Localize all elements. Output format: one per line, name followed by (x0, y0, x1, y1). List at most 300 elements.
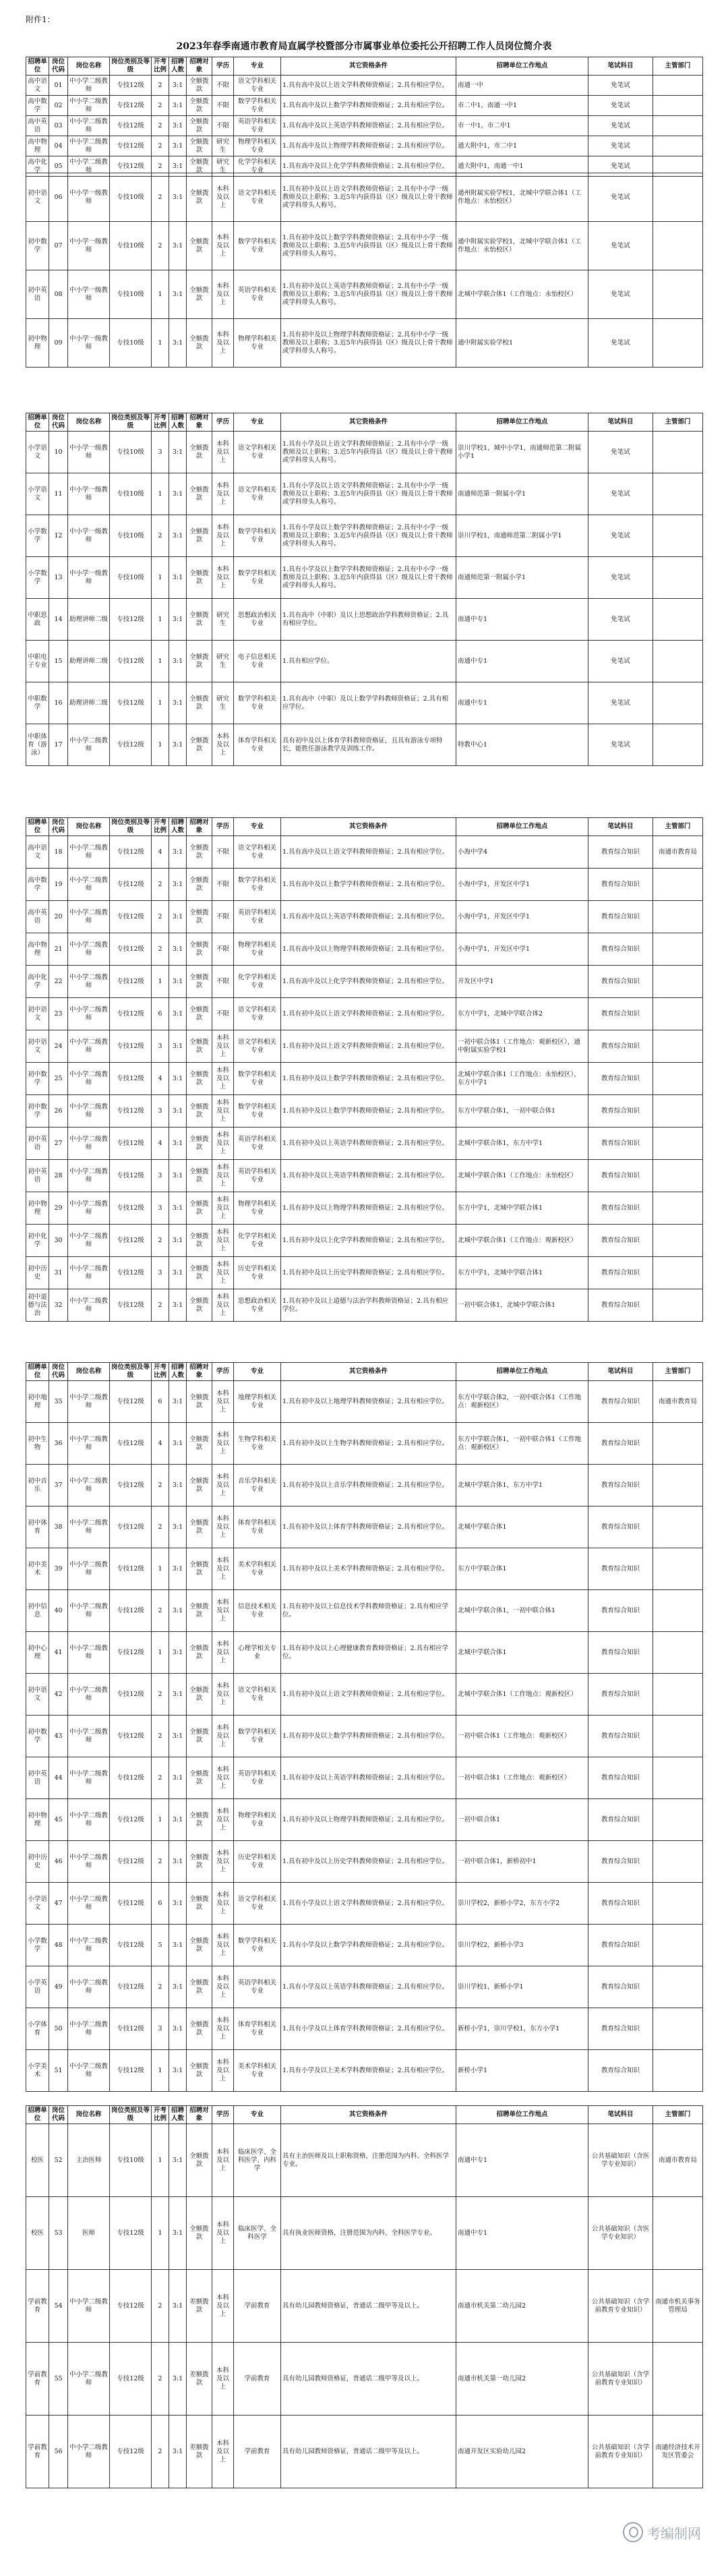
table-cell: 1.具有初中及以上道德与法治学科教师资格证；2.具有相应学位。 (281, 1289, 456, 1322)
column-header: 专业 (234, 413, 281, 432)
table-cell: 25 (49, 1063, 68, 1095)
table-cell: 2 (152, 1757, 169, 1799)
table-cell: 3:1 (169, 1381, 187, 1423)
table-cell: 初中历史 (26, 1841, 49, 1883)
table-cell (653, 2343, 703, 2416)
watermark-logo-icon (623, 2522, 643, 2542)
table-cell: 1 (152, 319, 169, 368)
column-header: 笔试科目 (588, 818, 653, 836)
table-cell: 中小学二级教师 (68, 2270, 110, 2343)
table-cell: 英语学科相关专业 (234, 1160, 281, 1192)
table-cell (653, 432, 703, 473)
table-cell: 2 (152, 222, 169, 270)
table-cell: 3:1 (169, 136, 187, 156)
table-cell: 初中物理 (26, 319, 49, 368)
table-cell: 电子信息相关专业 (234, 641, 281, 682)
column-header: 岗位代码 (49, 413, 68, 432)
table-cell: 3:1 (169, 1841, 187, 1883)
table-cell: 2 (152, 96, 169, 116)
column-header: 招聘对象 (187, 818, 212, 836)
table-cell: 中小学一级教师 (68, 319, 110, 368)
table-cell: 研究生 (212, 599, 234, 641)
table-cell: 专技12级 (110, 1841, 152, 1883)
table-cell: 1 (152, 966, 169, 998)
table-cell: 教育综合知识 (588, 1289, 653, 1322)
document-title: 2023年春季南通市教育局直属学校暨部分市属事业单位委托公开招聘工作人员岗位简介表 (176, 41, 552, 52)
table-row (26, 1095, 703, 1128)
table-cell: 小海中学1，开发区中学1 (456, 869, 588, 901)
table-cell: 本科及以上 (212, 557, 234, 599)
table-cell: 初中体育 (26, 1506, 49, 1548)
table-row (26, 116, 703, 136)
table-cell: 学前教育 (26, 2416, 49, 2488)
table-cell: 1.具有高中（中职）及以上数学学科教师资格证；2.具有相应学位。 (281, 682, 456, 724)
table-cell: 南通中专1 (456, 2197, 588, 2270)
table-cell: 教育综合知识 (588, 1225, 653, 1257)
table-cell (653, 1192, 703, 1225)
table-row (26, 1381, 703, 1423)
table-cell: 东方中学联合体1 (456, 1548, 588, 1590)
column-header: 招聘单位工作地点 (456, 2106, 588, 2124)
table-cell: 教育综合知识 (588, 1030, 653, 1063)
table-cell: 1.具有高中及以上英语学科教师资格证；2.具有相应学位。 (281, 901, 456, 933)
table-cell: 本科及以上 (212, 473, 234, 515)
table-cell: 1.具有高中及以上物理学科教师资格证；2.具有相应学位。 (281, 933, 456, 966)
table-cell: 中小学二级教师 (68, 1674, 110, 1716)
table-row (26, 1423, 703, 1465)
table-cell: 初中数学 (26, 1095, 49, 1128)
table-row (26, 724, 703, 766)
table-cell: 中小学二级教师 (68, 1192, 110, 1225)
table-row (26, 1548, 703, 1590)
table-cell: 一初中联合体1 (456, 1799, 588, 1841)
table-cell: 数学学科相关专业 (234, 1716, 281, 1757)
table-cell: 小学语文 (26, 432, 49, 473)
table-cell: 初中语文 (26, 1030, 49, 1063)
table-cell: 全额拨款 (187, 641, 212, 682)
column-header: 学历 (212, 413, 234, 432)
table-row (26, 966, 703, 998)
table-cell: 高中数学 (26, 96, 49, 116)
table-cell: 本科及以上 (212, 1160, 234, 1192)
table-cell: 中小学二级教师 (68, 1799, 110, 1841)
table-cell: 1.具有初中及以上地理学科教师资格证；2.具有相应学位。 (281, 1381, 456, 1423)
table-cell: 免笔试 (588, 116, 653, 136)
table-cell: 中小学二级教师 (68, 1716, 110, 1757)
table-cell: 体育学科相关专业 (234, 1506, 281, 1548)
table-cell: 南通师范第一附属小学1 (456, 557, 588, 599)
table-cell: 全额拨款 (187, 76, 212, 96)
table-cell: 全额拨款 (187, 998, 212, 1030)
table-cell: 南通师范第一附属小学1 (456, 473, 588, 515)
table-cell: 专技10级 (110, 2124, 152, 2197)
table-cell: 全额拨款 (187, 156, 212, 177)
table-cell: 一初中联合体1（工作地点：观新校区），通中附属实验学校1 (456, 1030, 588, 1063)
table-cell: 全额拨款 (187, 432, 212, 473)
table-cell: 中小学二级教师 (68, 116, 110, 136)
table-cell: 不限 (212, 96, 234, 116)
table-cell: 本科及以上 (212, 1423, 234, 1465)
table-cell: 1.具有初中及以上心理健康教育教师资格证；2.具有相应学位。 (281, 1632, 456, 1674)
table-row (26, 136, 703, 156)
table-row (26, 1632, 703, 1674)
table-cell: 3:1 (169, 901, 187, 933)
table-cell: 本科及以上 (212, 1506, 234, 1548)
table-cell: 通州附属实验学校1，北城中学联合体1（工作地点：永怡校区） (456, 173, 588, 222)
table-cell: 3:1 (169, 2050, 187, 2092)
table-cell: 21 (49, 933, 68, 966)
table-cell: 教育综合知识 (588, 1757, 653, 1799)
table-row (26, 96, 703, 116)
table-cell: 语文学科相关专业 (234, 1883, 281, 1925)
table-cell: 化学学科相关专业 (234, 966, 281, 998)
table-cell: 中小学二级教师 (68, 2050, 110, 2092)
table-cell: 不限 (212, 76, 234, 96)
table-cell: 语文学科相关专业 (234, 473, 281, 515)
table-cell: 化学学科相关专业 (234, 156, 281, 177)
table-cell: 研究生 (212, 156, 234, 177)
table-cell: 1.具有初中及以上数学学科教师资格证；2.具有相应学位。 (281, 1095, 456, 1128)
table-cell: 50 (49, 2008, 68, 2050)
table-cell: 4 (152, 1063, 169, 1095)
table-cell: 南通中专1 (456, 641, 588, 682)
table-cell: 免笔试 (588, 96, 653, 116)
table-cell: 免笔试 (588, 515, 653, 557)
table-cell: 3:1 (169, 998, 187, 1030)
table-cell: 2 (152, 76, 169, 96)
table-cell: 全额拨款 (187, 1925, 212, 1966)
column-header: 专业 (234, 818, 281, 836)
table-cell: 16 (49, 682, 68, 724)
table-cell: 专技12级 (110, 1257, 152, 1289)
table-cell: 北城中学联合体1，东方中学1 (456, 1128, 588, 1160)
table-cell: 6 (152, 998, 169, 1030)
table-row (26, 319, 703, 368)
table-cell: 新桥小学1 (456, 2050, 588, 2092)
table-cell: 全额拨款 (187, 599, 212, 641)
table-cell: 本科及以上 (212, 1716, 234, 1757)
table-cell: 免笔试 (588, 682, 653, 724)
table-cell: 35 (49, 1381, 68, 1423)
table-cell: 本科及以上 (212, 1257, 234, 1289)
table-cell: 55 (49, 2343, 68, 2416)
table-cell: 全额拨款 (187, 2050, 212, 2092)
table-cell: 49 (49, 1966, 68, 2008)
table-cell: 全额拨款 (187, 1128, 212, 1160)
attachment-label: 附件1： (26, 15, 55, 24)
header-row (26, 818, 703, 836)
table-cell: 全额拨款 (187, 1632, 212, 1674)
table-cell: 全额拨款 (187, 1063, 212, 1095)
table-cell: 52 (49, 2124, 68, 2197)
table-cell: 专技12级 (110, 682, 152, 724)
table-cell: 助理讲师二级 (68, 682, 110, 724)
table-cell: 语文学科相关专业 (234, 1030, 281, 1063)
table-cell: 1 (152, 2124, 169, 2197)
table-cell: 1.具有初中及以上生物学科教师资格证；2.具有相应学位。 (281, 1423, 456, 1465)
table-cell: 39 (49, 1548, 68, 1590)
table-cell: 中小学一级教师 (68, 473, 110, 515)
column-header: 主管部门 (653, 818, 703, 836)
table-cell: 北城中学联合体1（工作地点：观新校区） (456, 1225, 588, 1257)
table-cell: 初中英语 (26, 270, 49, 319)
table-cell: 学前教育 (26, 2270, 49, 2343)
table-cell: 教育综合知识 (588, 1423, 653, 1465)
table-cell: 本科及以上 (212, 1757, 234, 1799)
column-header: 招聘对象 (187, 1363, 212, 1381)
table-cell: 具有幼儿园教师资格证，普通话二级甲等及以上。 (281, 2416, 456, 2488)
table-cell: 南通市教育局 (653, 2124, 703, 2197)
table-cell: 专技12级 (110, 2343, 152, 2416)
table-cell: 物理学科相关专业 (234, 319, 281, 368)
table-cell: 本科及以上 (212, 2416, 234, 2488)
table-cell: 3:1 (169, 1757, 187, 1799)
table-cell: 东方中学1，北城中学联合体1 (456, 1257, 588, 1289)
table-cell: 教育综合知识 (588, 966, 653, 998)
table-cell: 全额拨款 (187, 515, 212, 557)
table-cell: 2 (152, 2343, 169, 2416)
table-cell: 1.具有小学及以上数学学科教师资格证；2.具有中小学一级教师及以上职称；3.近5年内获得县（区）级及以上骨干教师或学科带头人称号。 (281, 515, 456, 557)
table-cell: 南通一中 (456, 76, 588, 96)
table-cell: 3:1 (169, 270, 187, 319)
table-cell: 中小学二级教师 (68, 1757, 110, 1799)
column-header: 其它资格条件 (281, 818, 456, 836)
table-cell: 2 (152, 1506, 169, 1548)
column-header: 开考比例 (152, 1363, 169, 1381)
table-cell: 1.具有初中及以上英语学科教师资格证；2.具有相应学位。 (281, 1128, 456, 1160)
table-cell: 通大附中1，南通一中1 (456, 156, 588, 177)
table-cell (653, 1966, 703, 2008)
table-cell: 具有幼儿园教师资格证，普通话二级甲等及以上。 (281, 2270, 456, 2343)
table-cell (653, 1030, 703, 1063)
table-cell: 高中语文 (26, 836, 49, 869)
table-cell: 3:1 (169, 557, 187, 599)
table-cell: 1.具有高中及以上化学学科教师资格证；2.具有相应学位。 (281, 966, 456, 998)
column-header: 招聘人数 (169, 2106, 187, 2124)
table-cell: 3:1 (169, 1548, 187, 1590)
table-cell: 1.具有初中及以上英语学科教师资格证；2.具有相应学位。 (281, 1757, 456, 1799)
table-cell: 研究生 (212, 641, 234, 682)
table-cell: 化学学科相关专业 (234, 1225, 281, 1257)
table-cell: 中小学二级教师 (68, 2343, 110, 2416)
table-cell: 市二中1，南通一中1 (456, 96, 588, 116)
table-cell: 崇川学校2，新桥小学2，东方小学2 (456, 1883, 588, 1925)
table-cell: 小海中学4 (456, 836, 588, 869)
table-cell: 数学学科相关专业 (234, 1095, 281, 1128)
table-cell: 免笔试 (588, 222, 653, 270)
table-cell: 专技10级 (110, 557, 152, 599)
table-cell: 专技12级 (110, 1423, 152, 1465)
table-cell: 教育综合知识 (588, 1257, 653, 1289)
table-cell: 一初中联合体1（工作地点：观新校区） (456, 1757, 588, 1799)
table-cell (653, 1590, 703, 1632)
table-cell: 中小学二级教师 (68, 1257, 110, 1289)
table-cell: 本科及以上 (212, 1289, 234, 1322)
table-cell (653, 1128, 703, 1160)
position-table (26, 1362, 703, 2092)
column-header: 岗位代码 (49, 818, 68, 836)
table-row (26, 432, 703, 473)
position-table (26, 173, 703, 368)
table-cell: 1 (152, 724, 169, 766)
table-cell: 初中生物 (26, 1423, 49, 1465)
table-cell: 1 (152, 1548, 169, 1590)
table-cell: 28 (49, 1160, 68, 1192)
column-header: 专业 (234, 2106, 281, 2124)
table-cell: 具有主治医师及以上职称资格，注册范围为内科、全科医学专业。 (281, 2124, 456, 2197)
table-cell: 初中英语 (26, 1757, 49, 1799)
table-cell: 本科及以上 (212, 319, 234, 368)
table-cell: 中小学一级教师 (68, 222, 110, 270)
table-cell: 体育学科相关专业 (234, 724, 281, 766)
table-row (26, 869, 703, 901)
table-cell: 全额拨款 (187, 1257, 212, 1289)
table-cell: 1.具有初中及以上语文学科教师资格证；2.具有相应学位。 (281, 1030, 456, 1063)
table-cell: 研究生 (212, 682, 234, 724)
table-cell: 中小学二级教师 (68, 724, 110, 766)
table-cell: 北城中学联合体1（工作地点：观新校区） (456, 1674, 588, 1716)
column-header: 其它资格条件 (281, 413, 456, 432)
table-cell: 26 (49, 1095, 68, 1128)
table-cell: 专技12级 (110, 901, 152, 933)
table-cell: 教育综合知识 (588, 836, 653, 869)
table-cell: 专技12级 (110, 156, 152, 177)
table-cell: 不限 (212, 116, 234, 136)
table-cell: 3:1 (169, 2416, 187, 2488)
table-cell: 数学学科相关专业 (234, 222, 281, 270)
table-cell: 小学数学 (26, 515, 49, 557)
table-cell: 临床医学、全科医学 (234, 2197, 281, 2270)
table-cell (653, 136, 703, 156)
table-cell: 1.具有初中及以上美术学科教师资格证；2.具有相应学位。 (281, 1548, 456, 1590)
table-cell: 中小学二级教师 (68, 1883, 110, 1925)
table-cell: 专技12级 (110, 96, 152, 116)
table-cell: 本科及以上 (212, 1883, 234, 1925)
table-cell: 语文学科相关专业 (234, 998, 281, 1030)
table-cell: 专技12级 (110, 1160, 152, 1192)
table-cell: 初中数学 (26, 1716, 49, 1757)
table-cell: 本科及以上 (212, 1128, 234, 1160)
table-cell: 具有执业医师资格，注册范围为内科、全科医学专业。 (281, 2197, 456, 2270)
column-header: 开考比例 (152, 57, 169, 76)
table-cell: 3:1 (169, 1506, 187, 1548)
table-cell: 全额拨款 (187, 1225, 212, 1257)
table-cell: 中小学二级教师 (68, 1590, 110, 1632)
table-cell: 专技12级 (110, 1883, 152, 1925)
table-cell: 3:1 (169, 1799, 187, 1841)
table-cell: 东方中学联合体2，一初中联合体1（工作地点：观新校区） (456, 1381, 588, 1423)
table-cell: 1 (152, 599, 169, 641)
table-cell (653, 1506, 703, 1548)
table-cell: 免笔试 (588, 319, 653, 368)
table-cell: 2 (152, 1590, 169, 1632)
table-cell: 教育综合知识 (588, 1841, 653, 1883)
table-cell: 初中心理 (26, 1632, 49, 1674)
table-cell: 2 (152, 869, 169, 901)
table-cell: 本科及以上 (212, 1381, 234, 1423)
table-cell (653, 1225, 703, 1257)
table-cell: 教育综合知识 (588, 1716, 653, 1757)
table-row (26, 682, 703, 724)
table-cell (653, 998, 703, 1030)
table-cell: 3:1 (169, 1192, 187, 1225)
table-cell (653, 473, 703, 515)
table-cell (653, 1423, 703, 1465)
table-cell: 全额拨款 (187, 1674, 212, 1716)
column-header: 岗位类别及等级 (110, 818, 152, 836)
table-cell: 53 (49, 2197, 68, 2270)
table-block (26, 2105, 702, 2488)
table-cell: 专技12级 (110, 1506, 152, 1548)
table-row (26, 1925, 703, 1966)
table-cell: 小海中学1，开发区中学1 (456, 933, 588, 966)
table-cell: 校医 (26, 2197, 49, 2270)
table-cell (653, 1548, 703, 1590)
table-cell: 南通开发区实验幼儿园2 (456, 2416, 588, 2488)
table-cell: 专技12级 (110, 2008, 152, 2050)
table-row (26, 2416, 703, 2488)
table-cell: 教育综合知识 (588, 1506, 653, 1548)
table-cell: 全额拨款 (187, 1030, 212, 1063)
table-cell: 3:1 (169, 1128, 187, 1160)
column-header: 笔试科目 (588, 1363, 653, 1381)
column-header: 其它资格条件 (281, 57, 456, 76)
table-cell: 全额拨款 (187, 173, 212, 222)
table-cell (653, 1095, 703, 1128)
table-cell: 中小学一级教师 (68, 515, 110, 557)
table-cell: 05 (49, 156, 68, 177)
table-cell: 崇川学校1，南通师范第二附属小学1 (456, 515, 588, 557)
table-cell: 1.具有初中及以上英语学科教师资格证；2.具有相应学位。 (281, 1160, 456, 1192)
table-cell: 北城中学联合体1（工作地点：永怡校区） (456, 270, 588, 319)
column-header: 招聘单位工作地点 (456, 413, 588, 432)
table-cell: 专技12级 (110, 2270, 152, 2343)
table-cell: 30 (49, 1225, 68, 1257)
table-cell: 中小学二级教师 (68, 1841, 110, 1883)
table-cell: 初中化学 (26, 1225, 49, 1257)
table-cell: 2 (152, 901, 169, 933)
table-cell: 全额拨款 (187, 2124, 212, 2197)
table-cell: 历史学科相关专业 (234, 1841, 281, 1883)
position-table (26, 57, 703, 177)
table-cell: 2 (152, 2416, 169, 2488)
table-cell: 物理学科相关专业 (234, 933, 281, 966)
table-row (26, 222, 703, 270)
table-row (26, 2270, 703, 2343)
table-cell: 1.具有初中及以上数学学科教师资格证；2.具有相应学位。 (281, 1063, 456, 1095)
table-cell: 07 (49, 222, 68, 270)
table-cell: 中小学一级教师 (68, 173, 110, 222)
table-row (26, 2008, 703, 2050)
table-row (26, 1716, 703, 1757)
table-cell: 本科及以上 (212, 1799, 234, 1841)
column-header: 学历 (212, 57, 234, 76)
table-cell: 专技12级 (110, 998, 152, 1030)
table-cell (653, 641, 703, 682)
table-cell: 教育综合知识 (588, 1192, 653, 1225)
table-cell (653, 1160, 703, 1192)
table-cell: 1.具有高中及以上语文学科教师资格证；2.具有相应学位。 (281, 836, 456, 869)
table-cell: 初中英语 (26, 1128, 49, 1160)
table-cell: 3:1 (169, 1966, 187, 2008)
column-header: 招聘人数 (169, 57, 187, 76)
table-block (26, 413, 702, 766)
table-cell: 专技10级 (110, 515, 152, 557)
table-cell: 初中地理 (26, 1381, 49, 1423)
table-cell: 中小学二级教师 (68, 1548, 110, 1590)
table-cell: 中职体育（游泳） (26, 724, 49, 766)
table-cell (653, 1674, 703, 1716)
